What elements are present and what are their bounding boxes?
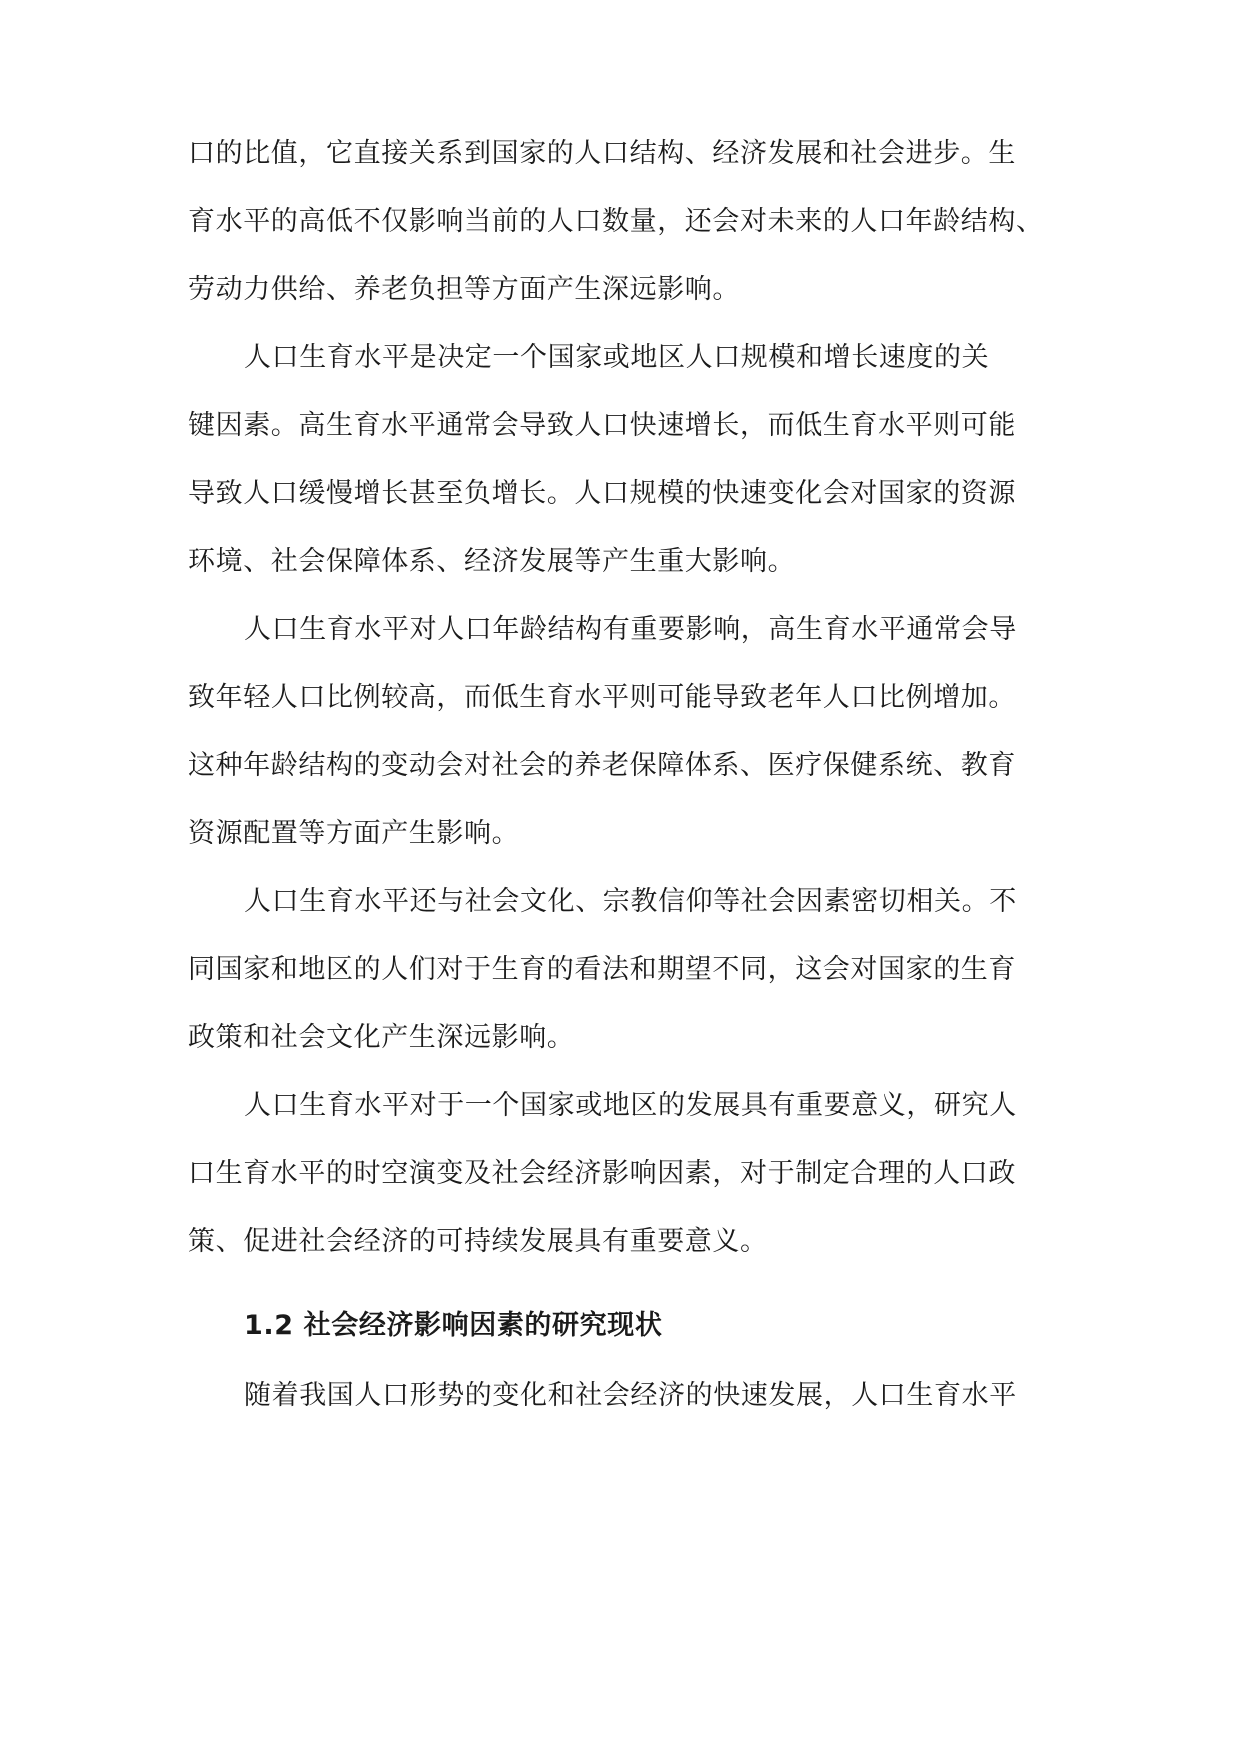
paragraph-first-line: 随着我国人口形势的变化和社会经济的快速发展，人口生育水平 bbox=[244, 1380, 1017, 1411]
paragraph-first-line: 人口生育水平对于一个国家或地区的发展具有重要意义，研究人 bbox=[244, 1090, 1017, 1121]
paragraph-line: 同国家和地区的人们对于生育的看法和期望不同，这会对国家的生育 bbox=[188, 954, 1016, 985]
paragraph-first-line: 人口生育水平还与社会文化、宗教信仰等社会因素密切相关。不 bbox=[244, 886, 1017, 917]
paragraph-line: 口生育水平的时空演变及社会经济影响因素，对于制定合理的人口政 bbox=[188, 1158, 1016, 1189]
paragraph-first-line: 人口生育水平是决定一个国家或地区人口规模和增长速度的关 bbox=[244, 342, 990, 373]
paragraph-line: 政策和社会文化产生深远影响。 bbox=[188, 1022, 575, 1053]
paragraph-line: 劳动力供给、养老负担等方面产生深远影响。 bbox=[188, 274, 740, 305]
paragraph-line: 导致人口缓慢增长甚至负增长。人口规模的快速变化会对国家的资源 bbox=[188, 478, 1016, 509]
paragraph-line: 环境、社会保障体系、经济发展等产生重大影响。 bbox=[188, 546, 796, 577]
paragraph-first-line: 人口生育水平对人口年龄结构有重要影响，高生育水平通常会导 bbox=[244, 614, 1017, 645]
paragraph-line: 这种年龄结构的变动会对社会的养老保障体系、医疗保健系统、教育 bbox=[188, 750, 1016, 781]
paragraph-line: 口的比值，它直接关系到国家的人口结构、经济发展和社会进步。生 bbox=[188, 138, 1016, 169]
paragraph-line: 致年轻人口比例较高，而低生育水平则可能导致老年人口比例增加。 bbox=[188, 682, 1016, 713]
paragraph-line: 育水平的高低不仅影响当前的人口数量，还会对未来的人口年龄结构、 bbox=[188, 206, 1044, 237]
paragraph-line: 策、促进社会经济的可持续发展具有重要意义。 bbox=[188, 1226, 768, 1257]
section-heading: 1.2 社会经济影响因素的研究现状 bbox=[244, 1310, 663, 1341]
paragraph-line: 键因素。高生育水平通常会导致人口快速增长，而低生育水平则可能 bbox=[188, 410, 1016, 441]
paragraph-line: 资源配置等方面产生影响。 bbox=[188, 818, 520, 849]
